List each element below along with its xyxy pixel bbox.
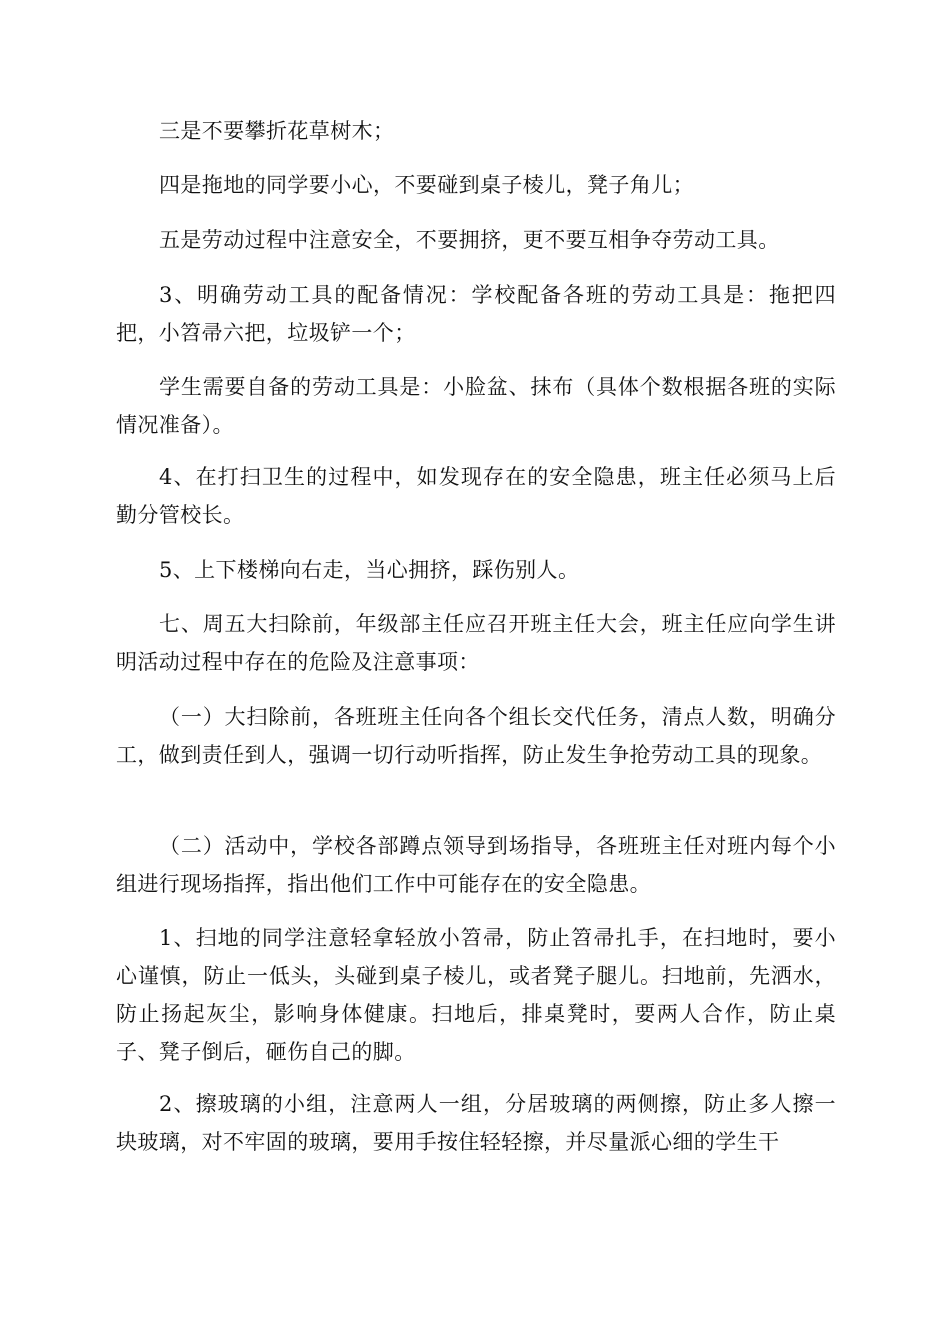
paragraph: 4、在打扫卫生的过程中，如发现存在的安全隐患，班主任必须马上后勤分管校长。 <box>116 465 836 527</box>
paragraph: 四是拖地的同学要小心，不要碰到桌子棱儿，凳子角儿； <box>159 173 694 197</box>
paragraph: 5、上下楼梯向右走，当心拥挤，踩伤别人。 <box>159 558 580 582</box>
paragraph: 三是不要攀折花草树木； <box>159 119 395 143</box>
paragraph: （二）活动中，学校各部蹲点领导到场指导，各班班主任对班内每个小组进行现场指挥，指出他们工作中可能存在的安全隐患。 <box>116 834 836 896</box>
paragraph: 2、擦玻璃的小组，注意两人一组，分居玻璃的两侧擦，防止多人擦一块玻璃，对不牢固的玻璃，要用手按住轻轻擦，并尽量派心细的学生干 <box>116 1092 836 1154</box>
paragraph: （一）大扫除前，各班班主任向各个组长交代任务，清点人数，明确分工，做到责任到人，强调一切行动听指挥，防止发生争抢劳动工具的现象。 <box>116 705 836 767</box>
paragraph: 1、扫地的同学注意轻拿轻放小笤帚，防止笤帚扎手，在扫地时，要小心谨慎，防止一低头，头碰到桌子棱儿，或者凳子腿儿。扫地前，先洒水，防止扬起灰尘，影响身体健康。扫地后，排桌凳时，要两人合作，防止桌子、凳子倒后，砸伤自己的脚。 <box>116 926 836 1064</box>
paragraph: 3、明确劳动工具的配备情况：学校配备各班的劳动工具是：拖把四把，小笤帚六把，垃圾铲一个； <box>116 283 836 345</box>
paragraph: 七、周五大扫除前，年级部主任应召开班主任大会，班主任应向学生讲明活动过程中存在的危险及注意事项： <box>116 612 836 674</box>
paragraph: 五是劳动过程中注意安全，不要拥挤，更不要互相争夺劳动工具。 <box>159 228 780 252</box>
paragraph: 学生需要自备的劳动工具是：小脸盆、抹布（具体个数根据各班的实际情况准备）。 <box>116 375 836 437</box>
